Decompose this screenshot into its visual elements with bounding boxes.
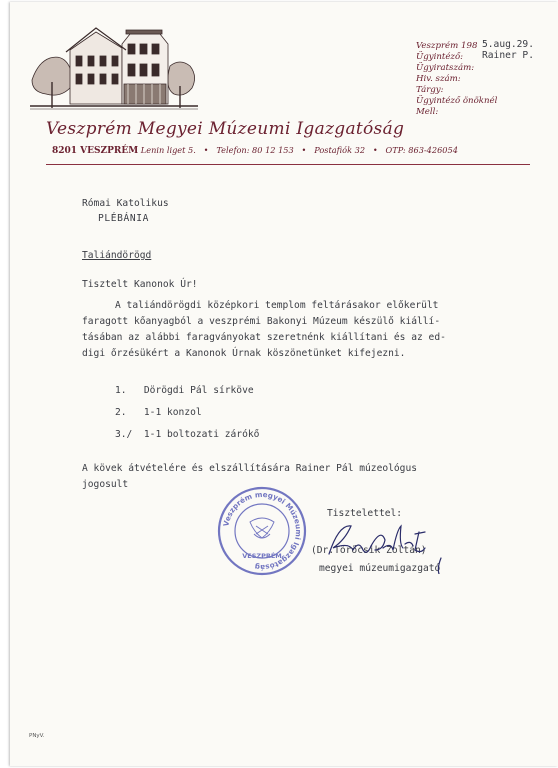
stamp-ring-text: Veszprém megyei Múzeumi Igazgatóság [221, 489, 304, 573]
date-value: 5.aug.29. [482, 39, 534, 50]
reference-number-label: Hiv. szám: [416, 74, 461, 84]
attachments-label: Mell: [416, 107, 439, 117]
bullet: • [372, 145, 378, 155]
body-line: A taliándörögdi középkori templom feltárásakor előkerült [115, 300, 439, 311]
bank-account: OTP: 863-426054 [385, 145, 458, 155]
list-item-text: 1-1 konzol [143, 407, 202, 418]
list-item [115, 429, 259, 440]
body-line: digi őrzésükért a Kanonok Úrnak köszönetünket kifejezni. [82, 348, 406, 359]
closing-line: A kövek átvételére és elszállítására Rainer Pál múzeológus [82, 463, 418, 474]
regards: Tisztelettel: [327, 508, 403, 519]
list-item-number: 1. [115, 385, 127, 396]
place-name: Taliándörögd [82, 250, 152, 261]
stamp-inner-ring [235, 504, 289, 558]
body-line: faragott kőanyagból a veszprémi Bakonyi Múzeum készülő kiállí- [82, 316, 441, 327]
your-handler-label: Ügyintéző önöknél [416, 96, 498, 106]
list-item-text: 1-1 boltozati zárókő [143, 429, 260, 440]
institution-name: Veszprém Megyei Múzeumi Igazgatóság [46, 119, 405, 139]
stamp-emblem [250, 518, 274, 538]
stamp-bottom-text: VESZPRÉM [242, 552, 282, 560]
signer-name: (Dr.Törőcsik Zoltán) [311, 545, 427, 556]
closing-line: jogosult [82, 479, 129, 490]
subject-label: Tárgy: [416, 85, 444, 95]
date-label: Veszprém 198 [416, 41, 478, 51]
handler-value: Rainer P. [482, 50, 534, 61]
handler-label: Ügyintéző: [416, 52, 464, 62]
letterhead-divider [46, 164, 530, 165]
salutation: Tisztelt Kanonok Úr! [82, 279, 198, 290]
signer-title: megyei múzeumigazgató [319, 563, 441, 574]
address-line [52, 145, 458, 156]
body-line: tásában az alábbi faragványokat szeretnénk kiállítani és az ed- [82, 332, 446, 343]
file-number-label: Ügyiratszám: [416, 63, 475, 73]
city: 8201 VESZPRÉM [52, 146, 139, 156]
bullet: • [203, 145, 209, 155]
list-item [115, 385, 254, 396]
stamp-outer-ring [219, 488, 305, 574]
handwritten-signature [323, 514, 453, 574]
recipient-line-1: Római Katolikus [82, 198, 169, 209]
bullet: • [301, 145, 307, 155]
list-item-number: 3./ [115, 429, 133, 440]
recipient-line-2: PLÉBÁNIA [98, 213, 150, 224]
museum-building-illustration [30, 20, 198, 112]
phone: Telefon: 80 12 153 [216, 145, 294, 155]
pobox: Postafiók 32 [314, 145, 366, 155]
street: Lenin liget 5. [140, 145, 196, 155]
list-item-text: Dörögdi Pál sírköve [143, 385, 254, 396]
list-item [115, 407, 202, 418]
list-item-number: 2. [115, 407, 127, 418]
official-stamp [216, 486, 308, 576]
footer-code: PNyV. [29, 733, 45, 739]
